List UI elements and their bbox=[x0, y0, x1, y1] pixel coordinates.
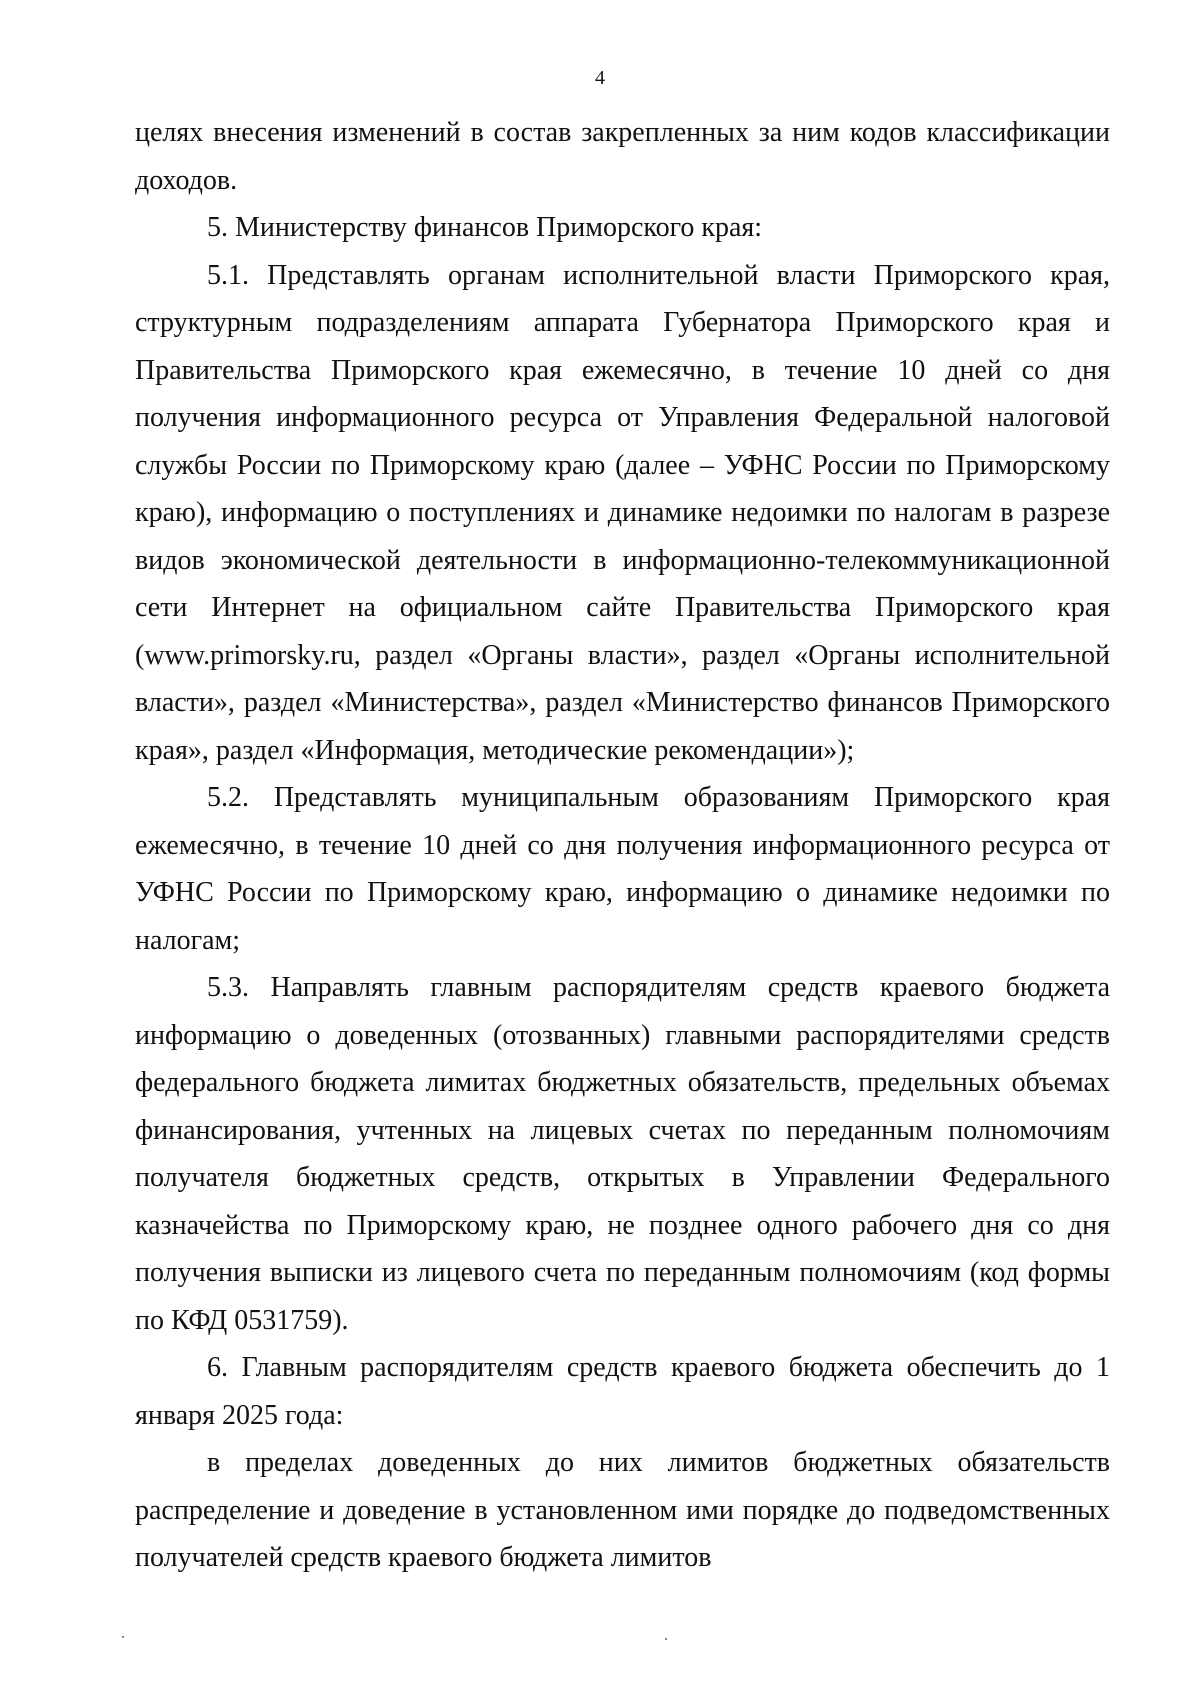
page-number: 4 bbox=[595, 67, 605, 89]
scan-speck bbox=[665, 1638, 667, 1640]
paragraph-continuation: целях внесения изменений в состав закрепленных за ним кодов классификации доходов. bbox=[135, 117, 1110, 196]
paragraph-item-5-2: 5.2. Представлять муниципальным образованиям Приморского края ежемесячно, в течение 10 дней со дня получения информационного ресурса от УФНС России по Приморскому краю, информацию о динамике недоимки по налогам; bbox=[135, 782, 1110, 956]
paragraph-item-5-3: 5.3. Направлять главным распорядителям средств краевого бюджета информацию о доведенных (отозванных) главными распорядителями средств федерального бюджета лимитах бюджетных обязательств, предельных объемах финансирования, учтенных на лицевых счетах по переданным полномочиям получателя бюджетных средств, открытых в Управлении Федерального казначейства по Приморскому краю, не позднее одного рабочего дня со дня получения выписки из лицевого счета по переданным полномочиям (код формы по КФД 0531759). bbox=[135, 972, 1110, 1336]
paragraph-item-5: 5. Министерству финансов Приморского края: bbox=[207, 212, 763, 243]
scan-speck bbox=[122, 1636, 124, 1638]
paragraph-item-6: 6. Главным распорядителям средств краевого бюджета обеспечить до 1 января 2025 года: bbox=[135, 1352, 1110, 1431]
paragraph-item-5-1: 5.1. Представлять органам исполнительной власти Приморского края, структурным подразделениям аппарата Губернатора Приморского края и Правительства Приморского края ежемесячно, в течение 10 дней со дня получения информационного ресурса от Управления Федеральной налоговой службы России по Приморскому краю (далее – УФНС России по Приморскому краю), информацию о поступлениях и динамике недоимки по налогам в разрезе видов экономической деятельности в информационно-телекоммуникационной сети Интернет на официальном сайте Правительства Приморского края (www.primorsky.ru, раздел «Органы власти», раздел «Органы исполнительной власти», раздел «Министерства», раздел «Министерство финансов Приморского края», раздел «Информация, методические рекомендации»); bbox=[135, 259, 1110, 766]
document-body bbox=[135, 109, 1110, 1582]
paragraph-item-6-subclause: в пределах доведенных до них лимитов бюджетных обязательств распределение и доведение в установленном ими порядке до подведомственных получателей средств краевого бюджета лимитов bbox=[135, 1447, 1110, 1573]
